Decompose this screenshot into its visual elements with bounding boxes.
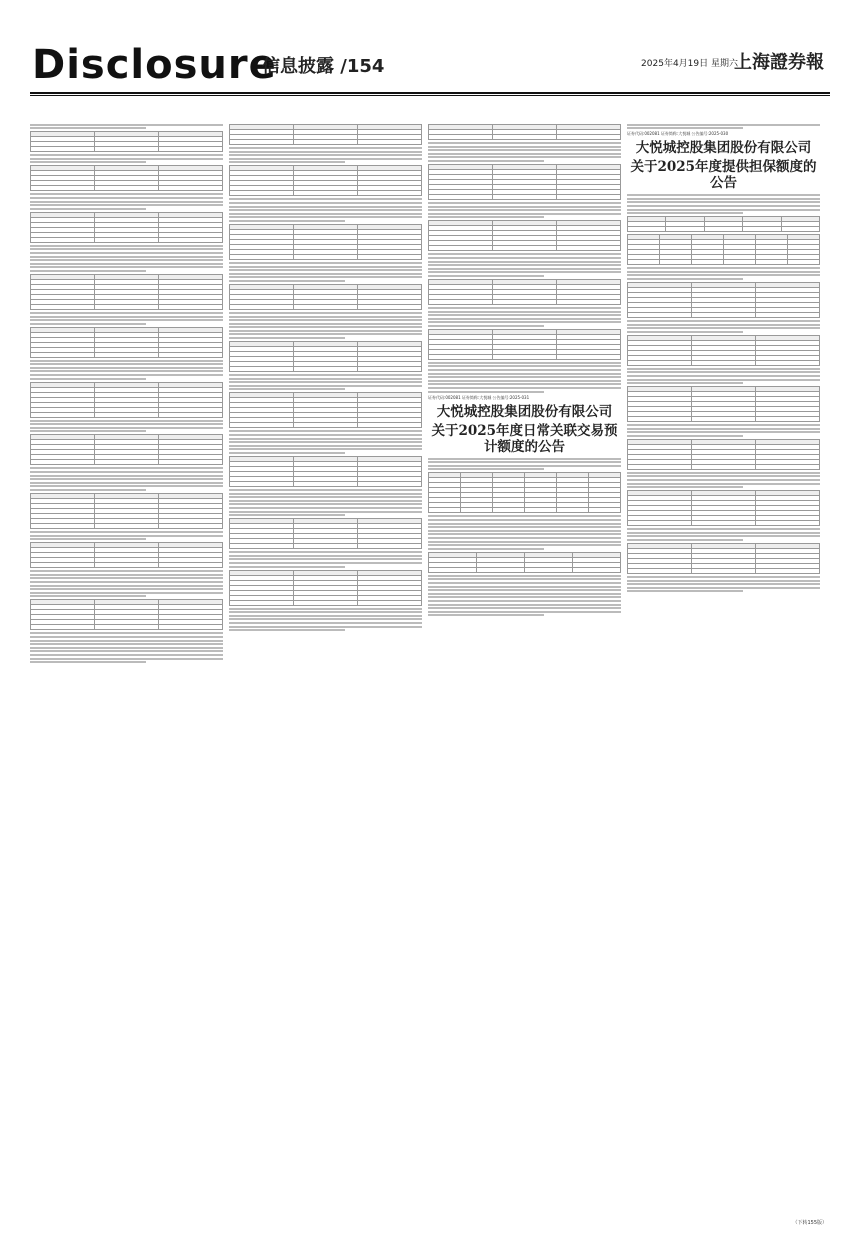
table xyxy=(229,284,422,310)
header-rule-thin xyxy=(30,95,830,96)
table xyxy=(30,327,223,358)
notice-company: 大悦城控股集团股份有限公司 xyxy=(436,403,613,420)
table xyxy=(627,335,820,366)
table xyxy=(627,439,820,470)
table xyxy=(229,518,422,549)
table xyxy=(428,329,621,360)
column-1 xyxy=(30,122,223,1222)
table xyxy=(229,456,422,487)
continued-marker: （下转155版） xyxy=(792,1220,827,1226)
table xyxy=(30,542,223,568)
table xyxy=(627,386,820,422)
table xyxy=(30,382,223,418)
table xyxy=(30,165,223,191)
table xyxy=(428,279,621,305)
table xyxy=(30,599,223,630)
table xyxy=(30,434,223,465)
table xyxy=(627,234,820,265)
masthead xyxy=(30,36,830,90)
table xyxy=(627,490,820,526)
brand-logo: Disclosure xyxy=(32,42,277,88)
newspaper-name: 上海證券報 xyxy=(734,52,824,73)
table xyxy=(627,216,820,232)
table xyxy=(627,543,820,574)
column-2 xyxy=(229,122,422,1222)
table xyxy=(30,493,223,529)
table xyxy=(229,224,422,260)
table xyxy=(428,164,621,200)
table xyxy=(229,341,422,372)
table xyxy=(30,131,223,152)
notice-title: 关于2025年度日常关联交易预计额度的公告 xyxy=(431,422,618,455)
notice-codes: 证券代码:002081 证券简称:大悦城 公告编号:2025-031 xyxy=(428,394,530,400)
table xyxy=(229,165,422,196)
table xyxy=(30,212,223,243)
table xyxy=(229,392,422,428)
table xyxy=(30,274,223,310)
column-3 xyxy=(428,122,621,1222)
header-rule xyxy=(30,92,830,94)
table xyxy=(428,472,621,513)
table xyxy=(229,570,422,606)
table xyxy=(229,124,422,145)
issue-date: 2025年4月19日 星期六 xyxy=(641,59,738,69)
notice-company: 大悦城控股集团股份有限公司 xyxy=(635,140,812,157)
table xyxy=(428,552,621,573)
column-4 xyxy=(627,122,820,1222)
table xyxy=(627,282,820,318)
notice-codes: 证券代码:002081 证券简称:大悦城 公告编号:2025-030 xyxy=(627,131,729,137)
table xyxy=(428,124,621,140)
section-title: 信息披露 /154 xyxy=(262,56,385,77)
table xyxy=(428,220,621,251)
notice-title: 关于2025年度提供担保额度的公告 xyxy=(630,159,817,192)
